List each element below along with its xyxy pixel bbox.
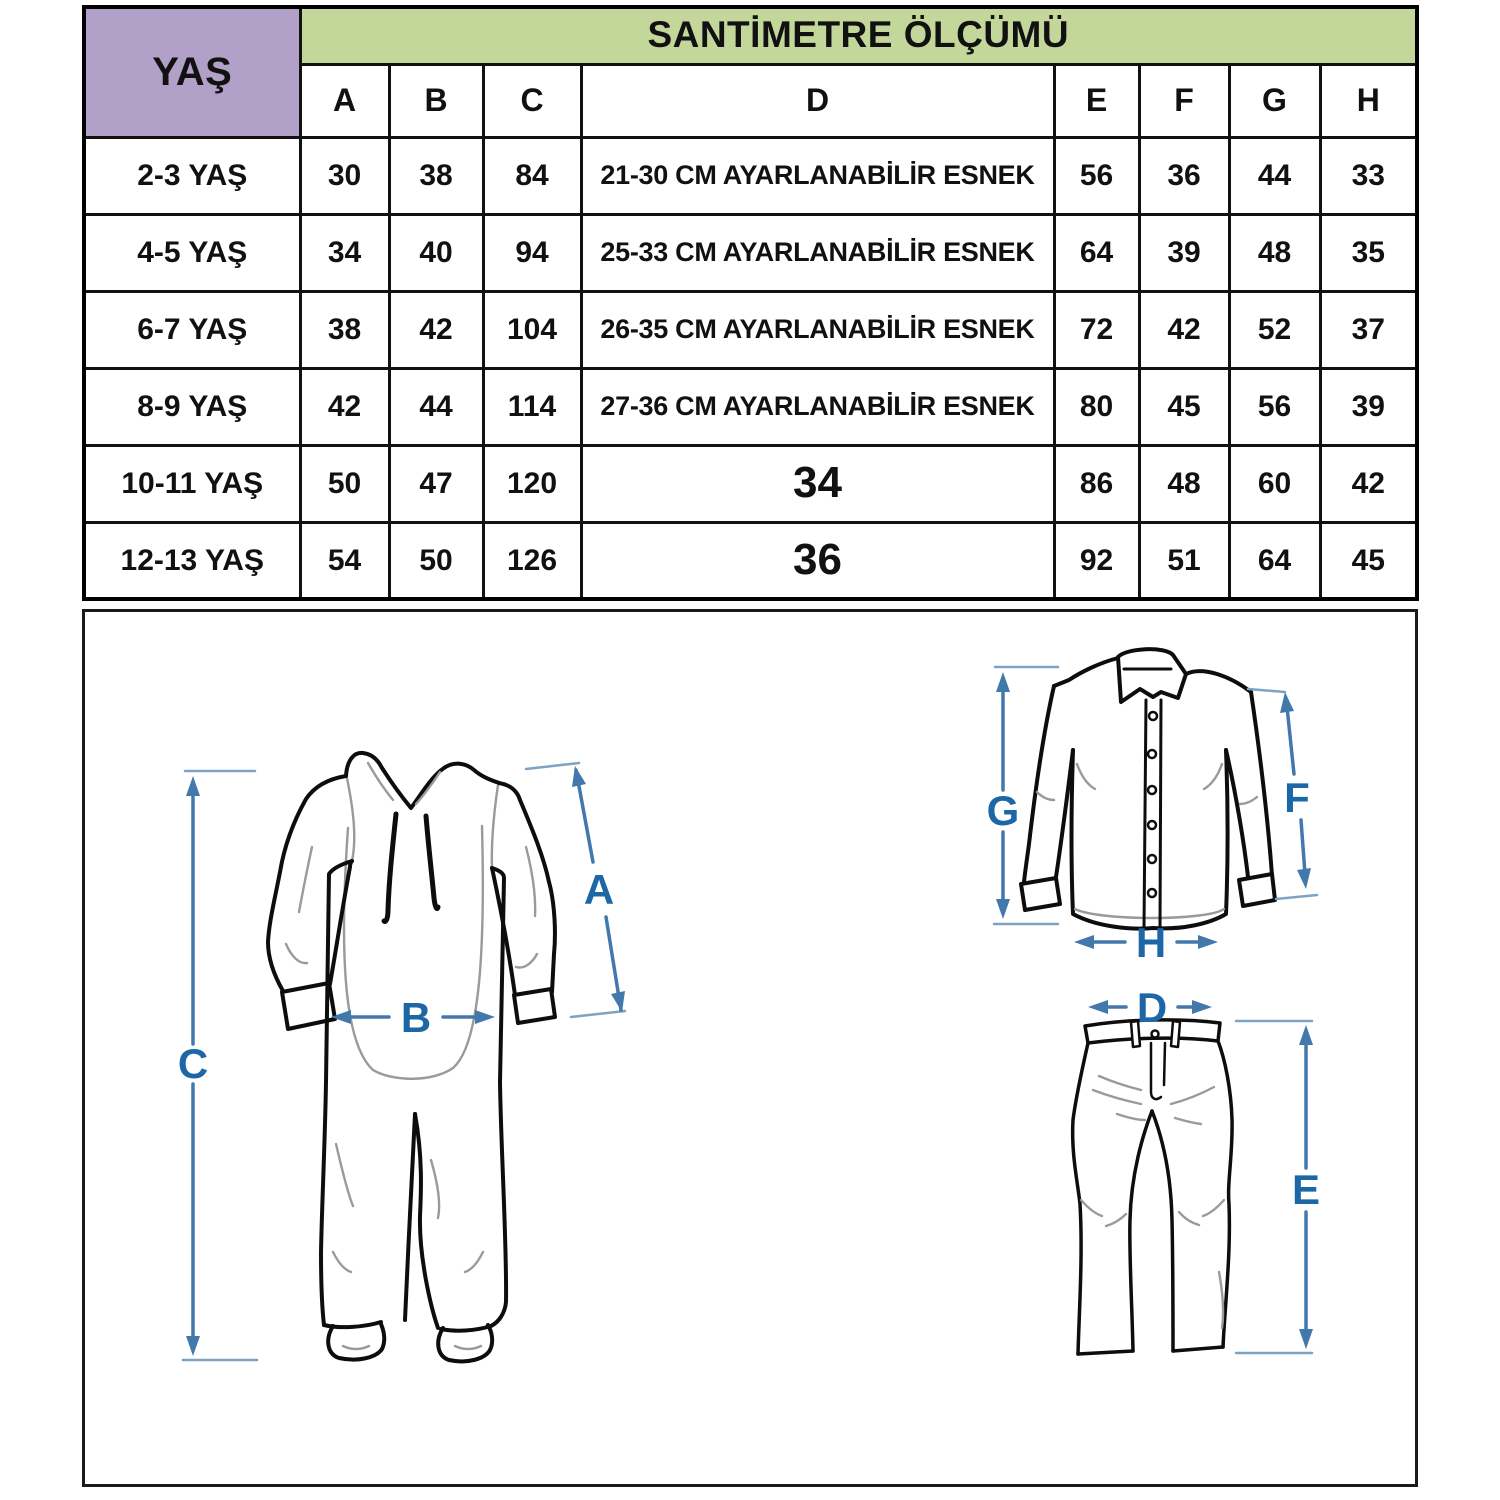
value-a: 38 [300, 291, 389, 368]
measurement-header: SANTİMETRE ÖLÇÜMÜ [300, 7, 1417, 64]
measure-d-label: D [1136, 984, 1168, 1031]
value-b: 42 [389, 291, 483, 368]
value-e: 56 [1054, 137, 1139, 214]
value-h: 39 [1320, 368, 1417, 445]
size-row [84, 291, 1417, 368]
size-row [84, 522, 1417, 599]
value-h: 42 [1320, 445, 1417, 522]
measure-g-label: G [986, 787, 1020, 834]
value-e: 64 [1054, 214, 1139, 291]
value-g: 64 [1229, 522, 1320, 599]
value-b: 38 [389, 137, 483, 214]
onesie-diagram [268, 753, 555, 1361]
age-column-header: YAŞ [84, 7, 300, 137]
column-header-e: E [1054, 64, 1139, 137]
age-cell: 4-5 YAŞ [84, 214, 300, 291]
value-d: 25-33 CM AYARLANABİLİR ESNEK [581, 214, 1054, 291]
value-f: 39 [1139, 214, 1229, 291]
age-cell: 6-7 YAŞ [84, 291, 300, 368]
measure-f-label: F [1284, 774, 1310, 821]
measure-c-arrow [178, 771, 257, 1360]
column-header-a: A [300, 64, 389, 137]
column-header-b: B [389, 64, 483, 137]
value-f: 42 [1139, 291, 1229, 368]
measure-b-label: B [400, 994, 432, 1041]
size-row [84, 214, 1417, 291]
measurement-diagram-box [82, 609, 1418, 1487]
value-a: 34 [300, 214, 389, 291]
column-header-h: H [1320, 64, 1417, 137]
value-a: 54 [300, 522, 389, 599]
value-g: 60 [1229, 445, 1320, 522]
value-g: 52 [1229, 291, 1320, 368]
measure-f-arrow [1248, 689, 1317, 899]
measure-a-label: A [583, 866, 615, 913]
measure-e-arrow [1236, 1021, 1320, 1353]
value-g: 56 [1229, 368, 1320, 445]
age-cell: 12-13 YAŞ [84, 522, 300, 599]
value-g: 44 [1229, 137, 1320, 214]
value-a: 50 [300, 445, 389, 522]
value-f: 45 [1139, 368, 1229, 445]
pants-diagram [1073, 1020, 1232, 1354]
column-header-d: D [581, 64, 1054, 137]
value-b: 47 [389, 445, 483, 522]
value-h: 33 [1320, 137, 1417, 214]
shirt-diagram [1021, 649, 1275, 928]
value-f: 36 [1139, 137, 1229, 214]
column-header-c: C [483, 64, 581, 137]
age-cell: 2-3 YAŞ [84, 137, 300, 214]
value-d: 26-35 CM AYARLANABİLİR ESNEK [581, 291, 1054, 368]
value-e: 80 [1054, 368, 1139, 445]
value-b: 44 [389, 368, 483, 445]
value-e: 86 [1054, 445, 1139, 522]
garment-diagrams [85, 612, 1415, 1484]
size-table-body [84, 137, 1417, 599]
measure-h-label: H [1135, 919, 1167, 966]
age-cell: 10-11 YAŞ [84, 445, 300, 522]
value-h: 35 [1320, 214, 1417, 291]
value-c: 120 [483, 445, 581, 522]
value-c: 94 [483, 214, 581, 291]
value-d: 34 [581, 445, 1054, 522]
size-table [82, 5, 1419, 601]
value-b: 50 [389, 522, 483, 599]
value-a: 30 [300, 137, 389, 214]
value-d: 27-36 CM AYARLANABİLİR ESNEK [581, 368, 1054, 445]
value-h: 37 [1320, 291, 1417, 368]
value-c: 84 [483, 137, 581, 214]
size-row [84, 368, 1417, 445]
age-cell: 8-9 YAŞ [84, 368, 300, 445]
column-header-g: G [1229, 64, 1320, 137]
value-d: 21-30 CM AYARLANABİLİR ESNEK [581, 137, 1054, 214]
value-a: 42 [300, 368, 389, 445]
size-row [84, 445, 1417, 522]
value-c: 126 [483, 522, 581, 599]
value-g: 48 [1229, 214, 1320, 291]
value-f: 51 [1139, 522, 1229, 599]
value-f: 48 [1139, 445, 1229, 522]
measure-e-label: E [1291, 1166, 1321, 1213]
value-e: 92 [1054, 522, 1139, 599]
value-b: 40 [389, 214, 483, 291]
size-row [84, 137, 1417, 214]
value-c: 114 [483, 368, 581, 445]
column-header-f: F [1139, 64, 1229, 137]
value-h: 45 [1320, 522, 1417, 599]
value-d: 36 [581, 522, 1054, 599]
value-c: 104 [483, 291, 581, 368]
measure-c-label: C [177, 1040, 209, 1087]
measure-a-arrow [526, 763, 625, 1017]
value-e: 72 [1054, 291, 1139, 368]
